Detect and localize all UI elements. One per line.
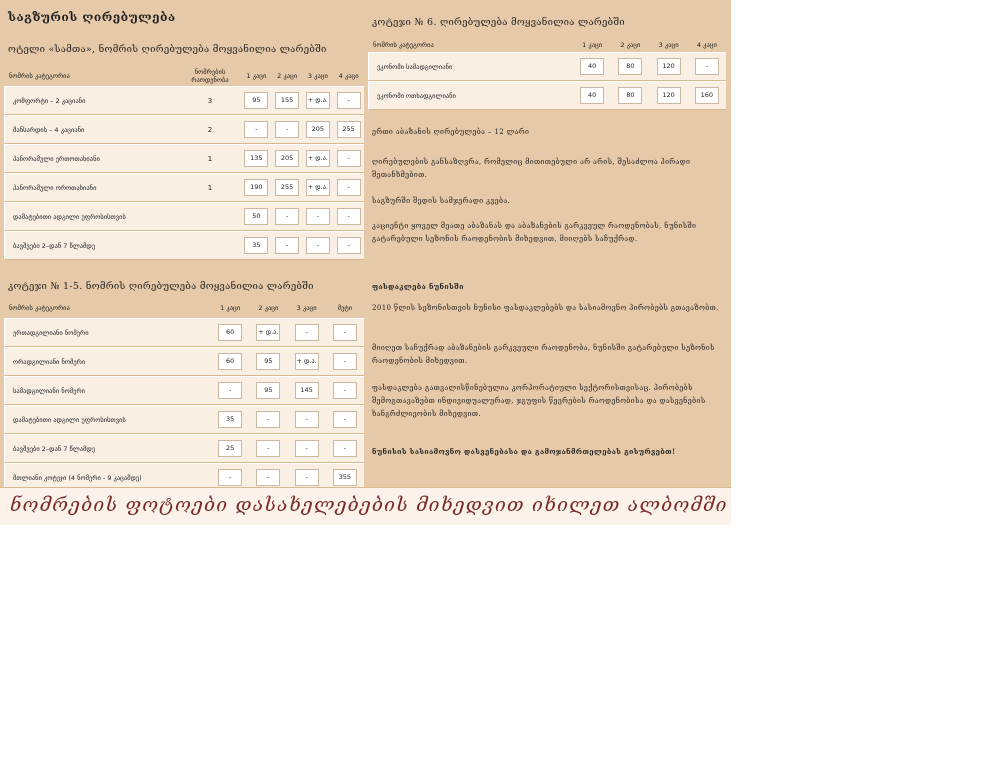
price-value: - bbox=[306, 208, 330, 225]
price-value: 95 bbox=[256, 353, 280, 370]
table-row bbox=[4, 318, 364, 347]
price-value: 35 bbox=[244, 237, 268, 254]
discount-note-1: 2010 წლის სეზონისთვის ნუნისი ფასდაკლებებს და სასიამოვნო პირობებს გთავაზობთ. bbox=[372, 304, 719, 312]
price-cell bbox=[288, 318, 326, 347]
price-cell bbox=[288, 405, 326, 434]
table-header-row bbox=[4, 66, 364, 86]
table-row bbox=[4, 405, 364, 434]
column-header: 4 კაცი bbox=[338, 72, 359, 80]
row-room-count: 3 bbox=[179, 86, 241, 115]
price-cell bbox=[611, 52, 649, 81]
table-row bbox=[4, 173, 364, 202]
price-cell bbox=[333, 231, 364, 260]
column-header: 2 კაცი bbox=[620, 40, 641, 49]
table-row bbox=[368, 52, 726, 81]
price-value: - bbox=[337, 92, 361, 109]
price-value: - bbox=[337, 237, 361, 254]
price-cell bbox=[211, 434, 249, 463]
table-row bbox=[4, 144, 364, 173]
column-header: 1 კაცი bbox=[220, 304, 241, 312]
row-category: სამადგილიანი ნომერი bbox=[4, 376, 211, 405]
column-header: 4 კაცი bbox=[696, 40, 717, 49]
price-cell bbox=[303, 86, 334, 115]
price-value: - bbox=[337, 208, 361, 225]
price-cell bbox=[333, 115, 364, 144]
row-room-count: 1 bbox=[179, 144, 241, 173]
hotel-price-table bbox=[4, 66, 364, 260]
price-cell bbox=[326, 347, 364, 376]
column-header: ნომრების რაოდენობა bbox=[191, 68, 229, 84]
row-category: ბავშვები 2–დან 7 წლამდე bbox=[4, 231, 179, 260]
gift-note: კაციენტი ყოველ მეათე აბაზანას და აბაზანების გარკვეულ რაოდენობას, ნუნისში გატარებული სეზონის რაოდენობის მიხედვით, მიიღებს საჩუქრად. bbox=[372, 222, 697, 243]
price-cell bbox=[326, 376, 364, 405]
price-value: 60 bbox=[218, 324, 242, 341]
price-value: - bbox=[333, 411, 357, 428]
price-value: - bbox=[337, 179, 361, 196]
price-cell bbox=[333, 202, 364, 231]
table-row bbox=[4, 231, 364, 260]
price-value: - bbox=[333, 382, 357, 399]
column-header: 1 კაცი bbox=[582, 40, 603, 49]
row-category: პანორამული ერთოთახიანი bbox=[4, 144, 179, 173]
price-cell bbox=[303, 173, 334, 202]
price-value: + დ.ა. bbox=[306, 92, 330, 109]
price-value: 145 bbox=[295, 382, 319, 399]
price-value: 40 bbox=[580, 87, 604, 104]
price-value: 120 bbox=[657, 87, 681, 104]
price-value: - bbox=[275, 121, 299, 138]
row-category: პანორამული ოროთახიანი bbox=[4, 173, 179, 202]
price-cell bbox=[303, 231, 334, 260]
table-row bbox=[4, 376, 364, 405]
price-value: 50 bbox=[244, 208, 268, 225]
photo-album-banner[interactable] bbox=[0, 487, 731, 525]
price-value: - bbox=[337, 150, 361, 167]
cottage15-price-table bbox=[4, 298, 364, 492]
price-cell bbox=[303, 115, 334, 144]
row-category: მთლიანი კოტეჯი (4 ნომერი - 9 კაცამდე) bbox=[4, 463, 211, 492]
price-cell bbox=[650, 81, 688, 110]
price-value: - bbox=[295, 440, 319, 457]
price-value: 25 bbox=[218, 440, 242, 457]
price-value: 255 bbox=[275, 179, 299, 196]
price-value: - bbox=[256, 411, 280, 428]
table-header-row bbox=[4, 298, 364, 318]
price-value: - bbox=[306, 237, 330, 254]
price-cell bbox=[249, 376, 287, 405]
table-header-row bbox=[368, 37, 726, 52]
row-room-count bbox=[179, 202, 241, 231]
price-cell bbox=[333, 144, 364, 173]
banner-text: ნომრების ფოტოები დასახელებების მიხედვით იხილეთ ალბომში bbox=[10, 494, 728, 516]
price-value: + დ.ა. bbox=[306, 150, 330, 167]
price-cell bbox=[272, 173, 303, 202]
closing-note: ნუნისის სასიამოვნო დასვენებასა და გამოჯანმრთელებას გისურვებთ! bbox=[372, 447, 676, 456]
price-cell bbox=[249, 434, 287, 463]
discount-heading: ფასდაკლება ნუნისში bbox=[372, 282, 464, 291]
price-value: - bbox=[256, 469, 280, 486]
table-row bbox=[368, 81, 726, 110]
row-category: ერთადგილიანი ნომერი bbox=[4, 318, 211, 347]
column-header: 2 კაცი bbox=[277, 72, 298, 80]
price-cell bbox=[241, 144, 272, 173]
price-cell bbox=[249, 405, 287, 434]
price-value: - bbox=[333, 353, 357, 370]
row-category: ეკონომი ოთხადგილიანი bbox=[368, 81, 573, 110]
price-value: - bbox=[244, 121, 268, 138]
column-header: 3 კაცი bbox=[658, 40, 679, 49]
price-cell bbox=[241, 202, 272, 231]
row-category: დამატებითი ადგილი უფროსისთვის bbox=[4, 202, 179, 231]
table-row bbox=[4, 434, 364, 463]
column-header: 2 კაცი bbox=[258, 304, 279, 312]
column-header: 3 კაცი bbox=[296, 304, 317, 312]
price-value: 155 bbox=[275, 92, 299, 109]
price-cell bbox=[272, 144, 303, 173]
price-value: 80 bbox=[618, 58, 642, 75]
price-cell bbox=[211, 347, 249, 376]
price-cell bbox=[333, 86, 364, 115]
price-cell bbox=[288, 376, 326, 405]
price-cell bbox=[333, 173, 364, 202]
price-cell bbox=[288, 434, 326, 463]
hotel-heading: ოტელი «სამთა», ნომრის ღირებულება მოყვანილია ლარებში bbox=[8, 44, 327, 55]
price-value: - bbox=[218, 382, 242, 399]
row-category: კომფორტი – 2 კაციანი bbox=[4, 86, 179, 115]
price-value: - bbox=[295, 469, 319, 486]
row-room-count: 1 bbox=[179, 173, 241, 202]
price-value: + დ.ა. bbox=[256, 324, 280, 341]
price-value: 205 bbox=[306, 121, 330, 138]
table-row bbox=[4, 347, 364, 376]
page-title: საგზურის ღირებულება bbox=[8, 10, 176, 24]
column-header: ნომრის კატეგორია bbox=[9, 72, 70, 80]
price-cell bbox=[241, 173, 272, 202]
price-cell bbox=[303, 144, 334, 173]
price-value: 190 bbox=[244, 179, 268, 196]
price-value: 35 bbox=[218, 411, 242, 428]
price-value: 80 bbox=[618, 87, 642, 104]
price-value: - bbox=[333, 324, 357, 341]
price-cell bbox=[611, 81, 649, 110]
price-cell bbox=[241, 86, 272, 115]
price-cell bbox=[249, 318, 287, 347]
meals-note: საგზურში შედის სამჯერადი კვება. bbox=[372, 197, 511, 205]
price-cell bbox=[241, 115, 272, 144]
price-cell bbox=[249, 347, 287, 376]
cottage15-heading: კოტეჯი № 1-5. ნომრის ღირებულება მოყვანილია ლარებში bbox=[8, 281, 314, 292]
price-cell bbox=[211, 318, 249, 347]
price-value: - bbox=[275, 237, 299, 254]
price-value: - bbox=[275, 208, 299, 225]
price-cell bbox=[241, 231, 272, 260]
row-category: დამატებითი ადგილი უფროსისთვის bbox=[4, 405, 211, 434]
column-header: ნომრის კატეგორია bbox=[9, 304, 70, 312]
cottage6-heading: კოტეჯი № 6. ღირებულება მოყვანილია ლარებში bbox=[372, 17, 625, 28]
price-value: 135 bbox=[244, 150, 268, 167]
price-value: + დ.ა. bbox=[306, 179, 330, 196]
table-row bbox=[4, 202, 364, 231]
discount-note-2: მიიღეთ საჩუქრად აბაზანების გარკვეული რაოდენობა, ნუნისში გატარებული სეზონის რაოდენობის მიხედვით. bbox=[372, 344, 715, 365]
price-value: 40 bbox=[580, 58, 604, 75]
price-cell bbox=[326, 434, 364, 463]
price-value: 255 bbox=[337, 121, 361, 138]
row-category: მანსარდის – 4 კაციანი bbox=[4, 115, 179, 144]
price-value: 120 bbox=[657, 58, 681, 75]
row-room-count: 2 bbox=[179, 115, 241, 144]
row-category: ეკონომი სამადგილიანი bbox=[368, 52, 573, 81]
price-cell bbox=[573, 81, 611, 110]
price-value: 355 bbox=[333, 469, 357, 486]
price-cell bbox=[326, 405, 364, 434]
price-cell bbox=[272, 231, 303, 260]
cottage6-price-table bbox=[368, 37, 726, 110]
row-category: ორადგილიანი ნომერი bbox=[4, 347, 211, 376]
price-cell bbox=[288, 347, 326, 376]
bath-price-note: ერთი აბაზანის ღირებულება – 12 ლარი bbox=[372, 128, 530, 136]
row-room-count bbox=[179, 231, 241, 260]
price-value: - bbox=[333, 440, 357, 457]
price-value: - bbox=[256, 440, 280, 457]
column-header: 1 კაცი bbox=[246, 72, 267, 80]
table-row bbox=[4, 115, 364, 144]
table-row bbox=[4, 86, 364, 115]
column-header: 3 კაცი bbox=[307, 72, 328, 80]
price-value: - bbox=[695, 58, 719, 75]
row-category: ბავშვები 2–დან 7 წლამდე bbox=[4, 434, 211, 463]
discount-note-3: ფასდაკლება გათვალისწინებულია კორპორატიული სექტორისთვისაც. პირობებს შემოგთავაზებთ ინდივიდუალურად, ჯგუფის წევრების რაოდენობისა და დასვენების ხანგრძლივობის მიხედვით. bbox=[372, 384, 706, 418]
price-cell bbox=[272, 86, 303, 115]
pricing-note: ღირებულების განსაზღვრა, რომელიც მითითებული არ არის, შესაძლოა პირადი შეთანხმებით. bbox=[372, 158, 691, 179]
price-cell bbox=[688, 52, 726, 81]
price-cell bbox=[211, 405, 249, 434]
price-cell bbox=[272, 115, 303, 144]
price-cell bbox=[326, 318, 364, 347]
price-cell bbox=[211, 376, 249, 405]
price-cell bbox=[272, 202, 303, 231]
price-value: 205 bbox=[275, 150, 299, 167]
price-value: - bbox=[218, 469, 242, 486]
price-value: 160 bbox=[695, 87, 719, 104]
price-cell bbox=[650, 52, 688, 81]
price-value: + დ.ა. bbox=[295, 353, 319, 370]
price-value: - bbox=[295, 324, 319, 341]
price-value: - bbox=[295, 411, 319, 428]
price-value: 95 bbox=[256, 382, 280, 399]
column-header: ნომრის კატეგორია bbox=[373, 40, 434, 49]
price-value: 95 bbox=[244, 92, 268, 109]
column-header: მეტი bbox=[337, 304, 353, 312]
price-cell bbox=[688, 81, 726, 110]
price-value: 60 bbox=[218, 353, 242, 370]
price-cell bbox=[303, 202, 334, 231]
price-cell bbox=[573, 52, 611, 81]
